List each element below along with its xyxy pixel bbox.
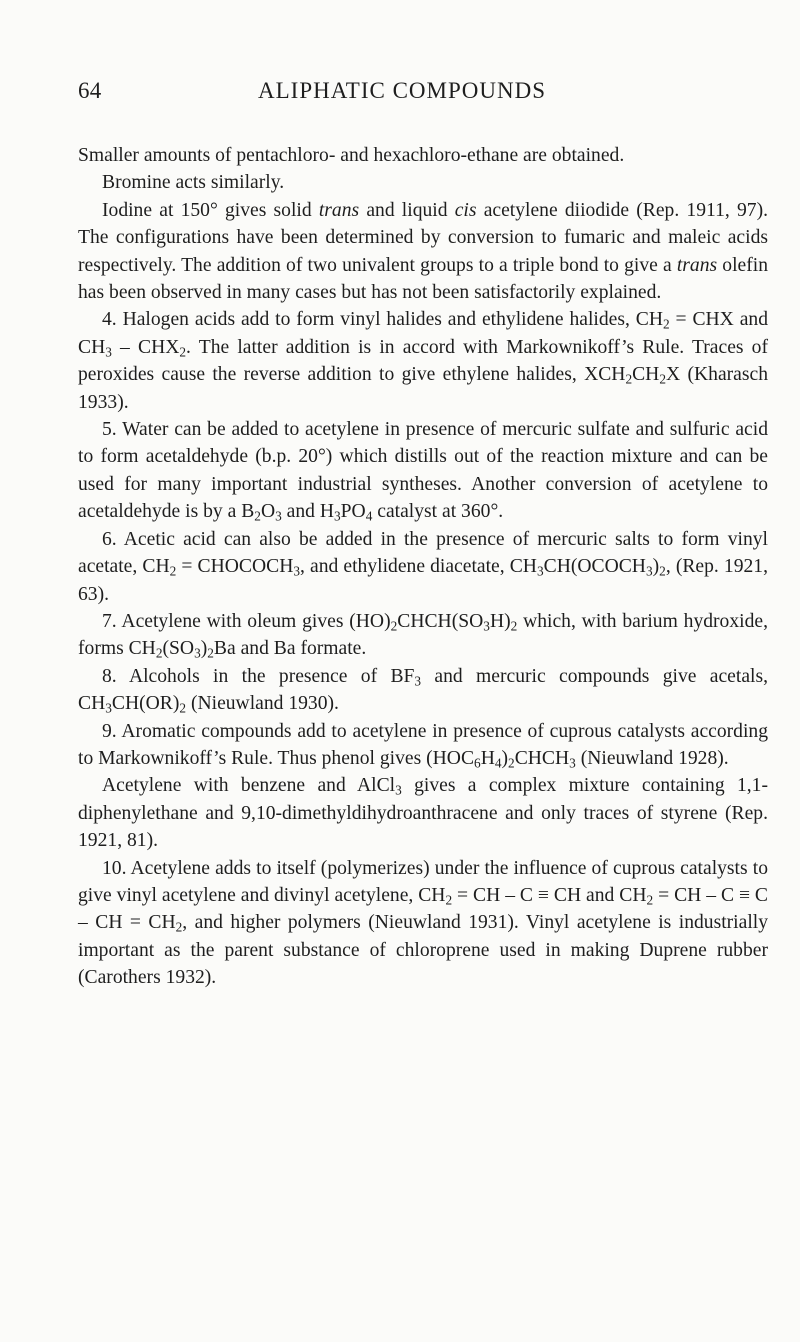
paragraph-5: 5. Water can be added to acetylene in presence of mercuric sulfate and sulfuric acid to form acetaldehyde (b.p. 20°) which distills out of the reaction mixture and can be used for many important industrial syntheses. Another conversion of acetylene to acetaldehyde is by a $B_2O_3$ and $H_3PO_4$ catalyst at 360°.	[78, 419, 768, 524]
paragraph-10: Acetylene with benzene and AlCl$_3$ gives a complex mixture containing 1,1-diphenylethane and 9,10-dimethyldihydroanthracene and only traces of styrene (Rep. 1921, 81).	[78, 775, 768, 852]
paragraph-3: Iodine at 150° gives solid trans and liquid cis acetylene diiodide (Rep. 1911, 97). The configurations have been determined by conversion to fumaric and maleic acids respectively. The addition of two univalent groups to a triple bond to give a trans olefin has been observed in many cases but has not been satisfactorily explained.	[78, 199, 768, 304]
paragraph-1: Smaller amounts of pentachloro- and hexachloro-ethane are obtained.	[78, 145, 625, 166]
paragraph-7: 7. Acetylene with oleum gives $(HO)_2CHCH(SO_3H)_2$ which, with barium hydroxide, forms $CH_2(SO_3)_2Ba$ and Ba formate.	[78, 610, 768, 661]
paragraph-2: Bromine acts similarly.	[102, 172, 285, 194]
paragraph-6: 6. Acetic acid can also be added in the presence of mercuric salts to form vinyl acetate, $CH_2$ = $CHOCOCH_3$, and ethylidene diacetate, $CH_3CH(OCOCH_3)_2$, (Rep. 1921, 63).	[78, 528, 768, 605]
running-title: ALIPHATIC COMPOUNDS	[258, 78, 547, 103]
paragraph-9: 9. Aromatic compounds add to acetylene in presence of cuprous catalysts according to Markownikoff’s Rule. Thus phenol gives $(HOC_6H_4)_2CHCH_3$ (Nieuwland 1928).	[78, 720, 768, 771]
paragraph-4: 4. Halogen acids add to form vinyl halides and ethylidene halides, $CH_2$ = CHX and $CH_3 - CHX_2$. The latter addition is in accord with Markownikoff’s Rule. Traces of peroxides cause the reverse addition to give ethylene halides, $XCH_2CH_2X$ (Kharasch 1933).	[78, 309, 768, 413]
page-number: 64	[78, 78, 102, 103]
book-page	[78, 78, 768, 992]
page-header	[78, 78, 768, 118]
body-text	[78, 142, 768, 992]
paragraph-8: 8. Alcohols in the presence of $BF_3$ and mercuric compounds give acetals, $CH_3CH(OR)_2$ (Nieuwland 1930).	[78, 665, 768, 716]
paragraph-11: 10. Acetylene adds to itself (polymerizes) under the influence of cuprous catalysts to give vinyl acetylene and divinyl acetylene, $CH_2$ = CH – C ≡ CH and $CH_2$ = CH – C ≡ C – CH = $CH_2$, and higher polymers (Nieuwland 1931). Vinyl acetylene is industrially important as the parent substance of chloroprene used in making Duprene rubber (Carothers 1932).	[78, 857, 768, 989]
